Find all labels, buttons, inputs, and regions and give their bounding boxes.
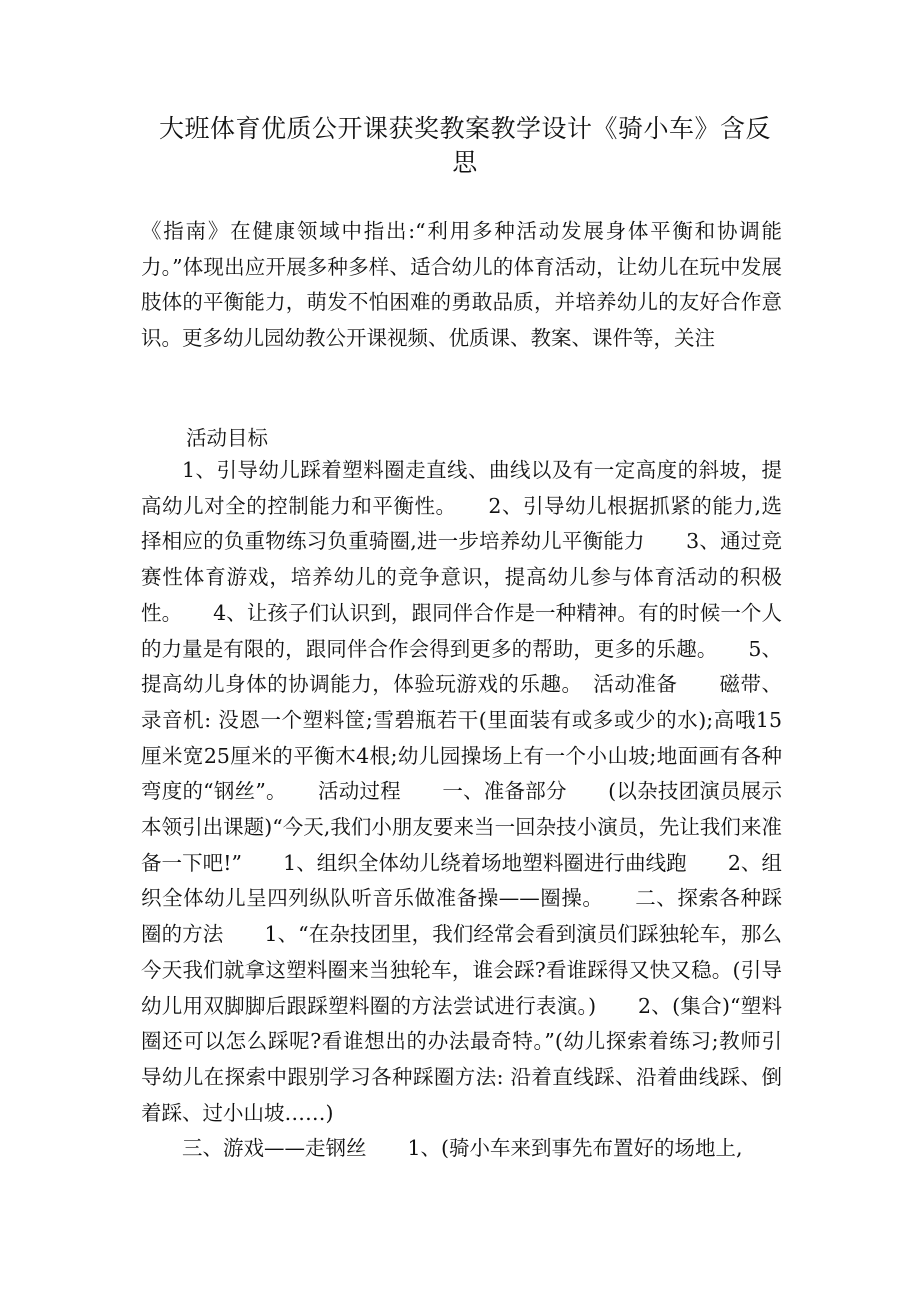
main-paragraph: 1、引导幼儿踩着塑料圈走直线、曲线以及有一定高度的斜坡，提高幼儿对全的控制能力和平衡性。 2、引导幼儿根据抓紧的能力,选择相应的负重物练习负重骑圈,进一步培养幼儿平衡能力 3、通过竞赛性体育游戏，培养幼儿的竞争意识，提高幼儿参与体育活动的积极性。 4、让孩子们认识到，跟同伴合作是一种精神。有的时候一个人的力量是有限的，跟同伴合作会得到更多的帮助，更多的乐趣。 5、提高幼儿身体的协调能力，体验玩游戏的乐趣。 活动准备 磁带、录音机: 没恩一个塑料筐;雪碧瓶若干(里面装有或多或少的水);高哦15厘米宽25厘米的平衡木4根;幼儿园操场上有一个小山坡;地面画有各种弯度的“钢丝”。 活动过程 一、准备部分 (以杂技团演员展示本领引出课题)“今天,我们小朋友要来当一回杂技小演员，先让我们来准备一下吧!” 1、组织全体幼儿绕着场地塑料圈进行曲线跑 2、组织全体幼儿呈四列纵队听音乐做准备操——圈操。 二、探索各种踩圈的方法 1、“在杂技团里，我们经常会看到演员们踩独轮车，那么今天我们就拿这塑料圈来当独轮车，谁会踩?看谁踩得又快又稳。(引导幼儿用双脚脚后跟踩塑料圈的方法尝试进行表演。) 2、(集合)“塑料圈还可以怎么踩呢?看谁想出的办法最奇特。”(幼儿探索着练习;教师引导幼儿在探索中跟别学习各种踩圈方法: 沿着直线踩、沿着曲线踩、倒着踩、过小山坡……): [141, 458, 782, 1125]
document-title: 大班体育优质公开课获奖教案教学设计《骑小车》含反思: [158, 114, 771, 177]
game-section-paragraph: 三、游戏——走钢丝 1、(骑小车来到事先布置好的场地上,: [182, 1136, 743, 1160]
section-heading-goals: 活动目标: [186, 426, 268, 450]
intro-paragraph: 《指南》在健康领域中指出:“利用多种活动发展身体平衡和协调能力。”体现出应开展多种多样、适合幼儿的体育活动，让幼儿在玩中发展肢体的平衡能力，萌发不怕困难的勇敢品质，并培养幼儿的友好合作意识。更多幼儿园幼教公开课视频、优质课、教案、课件等，关注: [141, 219, 782, 351]
